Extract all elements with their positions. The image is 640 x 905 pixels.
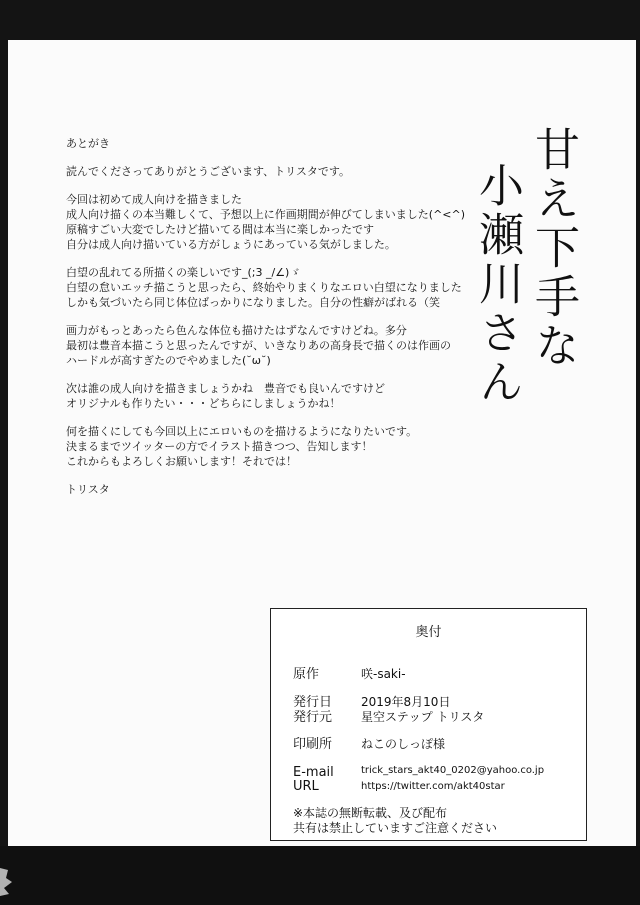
afterword-paragraph [66,381,486,411]
afterword-text [66,136,486,510]
url-value: https://twitter.com/akt40star [361,781,505,792]
original-work-value: 咲-saki- [361,667,406,681]
afterword-line: しかも気づいたら同じ体位ばっかりになりました。自分の性癖がばれる（笑 [66,296,440,309]
copyright-notice-line-1: ※本誌の無断転載、及び配布 [293,806,448,820]
scan-top-border [0,0,640,40]
publisher-value: 星空ステップ トリスタ [361,710,485,724]
scan-bottom-border [0,846,640,905]
afterword-paragraph [66,136,486,151]
afterword-paragraph [66,265,486,310]
afterword-line: 決まるまでツイッターの方でイラスト描きつつ、告知します！ [66,440,373,453]
afterword-line: これからもよろしくお願いします！それでは！ [66,455,297,468]
title-line-2: 小瀬川さん [471,162,524,407]
afterword-line: 原稿すごい大変でしたけど描いてる間は本当に楽しかったです [66,223,374,236]
url-label: URL [293,779,319,794]
email-value: trick_stars_akt40_0202@yahoo.co.jp [361,765,545,776]
afterword-line: 次は誰の成人向けを描きましょうかね 豊音でも良いんですけど [66,382,385,395]
issue-date-value: 2019年8月10日 [361,695,451,709]
printer-label: 印刷所 [293,737,333,752]
afterword-line: あとがき [66,137,110,150]
vertical-title [470,126,590,506]
afterword-paragraph [66,424,486,469]
issue-date-label: 発行日 [293,695,333,710]
afterword-line: 今回は初めて成人向けを描きました [66,193,242,206]
afterword-line: 画力がもっとあったら色んな体位も描けたはずなんですけどね。多分 [66,324,407,337]
scan-edge-scuff [0,866,16,896]
afterword-line: 読んでくださってありがとうございます、トリスタです。 [66,165,351,178]
email-label: E-mail [293,765,334,780]
afterword-paragraph [66,192,486,252]
publisher-label: 発行元 [293,710,333,725]
afterword-paragraph [66,323,486,368]
afterword-line: 白望の怠いエッチ描こうと思ったら、終始やりまくりなエロい白望になりました [66,281,462,294]
title-line-1: 甘え下手な [527,126,580,371]
afterword-paragraph [66,482,486,497]
afterword-line: 何を描くにしても今回以上にエロいものを描けるようになりたいです。 [66,425,418,438]
afterword-line: 成人向け描くの本当難しくて、予想以上に作画期間が伸びてしまいました(^<^) [66,208,466,221]
afterword-line: トリスタ [66,483,110,496]
afterword-line: オリジナルも作りたい・・・どちらにしましょうかね！ [66,397,341,410]
afterword-line: 最初は豊音本描こうと思ったんですが、いきなりあの高身長で描くのは作画の [66,339,451,352]
afterword-paragraph [66,164,486,179]
afterword-line: ハードルが高すぎたのでやめました(˘ω˘) [66,354,271,367]
afterword-line: 白望の乱れてる所描くの楽しいです_(;3 _/∠)ゞ [66,266,301,279]
printer-value: ねこのしっぽ様 [361,737,446,751]
afterword-line: 自分は成人向け描いている方がしょうにあっている気がしました。 [66,238,396,251]
colophon-box [270,608,587,841]
colophon-heading: 奥付 [415,625,442,640]
copyright-notice-line-2: 共有は禁止していますご注意ください [293,821,498,835]
book-page [8,40,636,846]
original-work-label: 原作 [293,667,320,682]
